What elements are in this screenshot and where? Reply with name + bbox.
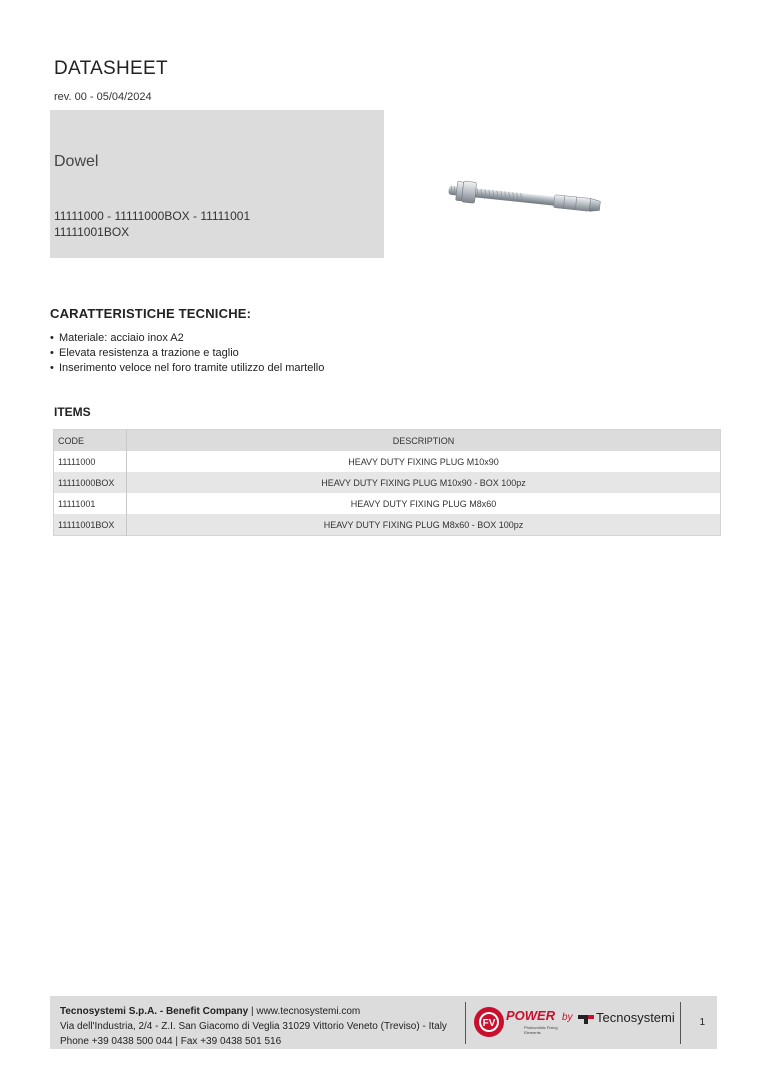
item-code: 11111001BOX <box>58 519 115 530</box>
product-codes-line: 11111001BOX <box>54 225 130 239</box>
feature-text: Materiale: acciaio inox A2 <box>59 332 184 344</box>
table-row <box>54 514 721 536</box>
fv-power-logo-icon <box>474 1005 504 1039</box>
list-item <box>50 331 324 346</box>
footer-separator: | <box>172 1036 181 1047</box>
technical-features-list <box>50 331 324 376</box>
feature-text: Elevata resistenza a trazione e taglio <box>59 347 239 359</box>
company-phone: Phone +39 0438 500 044 <box>60 1036 173 1047</box>
page-number: 1 <box>699 1017 705 1028</box>
anchor-bolt-image <box>444 176 614 226</box>
footer-divider <box>680 1002 681 1044</box>
item-description: HEAVY DUTY FIXING PLUG M8x60 - BOX 100pz <box>127 514 721 536</box>
item-description: HEAVY DUTY FIXING PLUG M10x90 <box>127 451 721 472</box>
item-description: HEAVY DUTY FIXING PLUG M10x90 - BOX 100pz <box>127 472 721 493</box>
fv-power-logo-subtitle: Photovoltaic Fixing Elements <box>524 1025 558 1035</box>
product-info-panel <box>50 110 384 258</box>
revision-date: rev. 00 - 05/04/2024 <box>54 91 152 103</box>
list-item <box>50 361 324 376</box>
table-header-row <box>54 430 721 452</box>
item-description: HEAVY DUTY FIXING PLUG M8x60 <box>127 493 721 514</box>
company-fax: Fax +39 0438 501 516 <box>180 1036 282 1047</box>
page-footer <box>50 996 717 1049</box>
item-code: 11111000 <box>58 456 96 467</box>
brand-logos <box>474 1004 674 1042</box>
bullet-icon: • <box>50 332 54 344</box>
fv-power-logo-text: POWER <box>506 1008 556 1023</box>
product-name: Dowel <box>54 153 99 170</box>
items-table <box>53 429 721 536</box>
technical-features-title: CARATTERISTICHE TECNICHE: <box>50 306 252 321</box>
product-codes-line: 11111000 - 11111000BOX - 11111001 <box>54 209 251 223</box>
bullet-icon: • <box>50 347 54 359</box>
brand-by-text: by <box>562 1012 573 1023</box>
column-header-code: CODE <box>58 435 85 446</box>
item-code: 11111000BOX <box>58 477 115 488</box>
table-row <box>54 472 721 493</box>
company-address: Via dell'Industria, 2/4 - Z.I. San Giacomo di Veglia 31029 Vittorio Veneto (Treviso) - Italy <box>60 1021 447 1032</box>
document-title: DATASHEET <box>54 58 168 79</box>
table-row <box>54 493 721 514</box>
column-header-description: DESCRIPTION <box>127 430 721 452</box>
feature-text: Inserimento veloce nel foro tramite utilizzo del martello <box>59 362 325 374</box>
bullet-icon: • <box>50 362 54 374</box>
svg-text:FV: FV <box>482 1018 496 1029</box>
item-code: 11111001 <box>58 498 96 509</box>
product-codes <box>54 208 250 240</box>
tecnosystemi-logo-icon <box>578 1013 594 1025</box>
footer-divider <box>465 1002 466 1044</box>
table-row <box>54 451 721 472</box>
company-contacts <box>60 1004 447 1049</box>
footer-separator: | <box>248 1006 257 1017</box>
company-name: Tecnosystemi S.p.A. - Benefit Company <box>60 1006 249 1017</box>
company-website[interactable]: www.tecnosystemi.com <box>256 1006 361 1017</box>
items-title: ITEMS <box>54 405 91 419</box>
tecnosystemi-logo-text: Tecnosystemi <box>596 1010 675 1025</box>
list-item <box>50 346 324 361</box>
